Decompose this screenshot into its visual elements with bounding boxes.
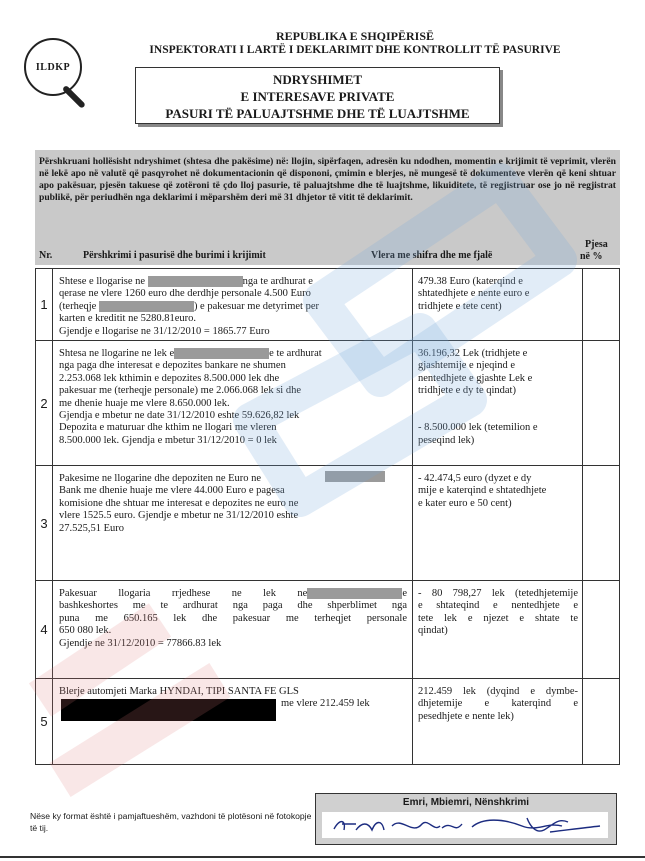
header-line-2: INSPEKTORATI I LARTË I DEKLARIMIT DHE KONTROLLIT TË PASURIVE: [149, 44, 561, 56]
footer-note: Nëse ky format është i pamjaftueshëm, vazhdoni të plotësoni në fotokopje të tij.: [30, 811, 312, 833]
description-text: 650 080 lek.: [59, 625, 112, 637]
form-title-line: PASURI TË PALUAJTSHME DHE TË LUAJTSHME: [165, 106, 470, 121]
redaction-block: [99, 301, 194, 312]
description-text: karten e kreditit ne 5280.81euro.: [59, 313, 197, 325]
description-text: 27.525,51 Euro: [59, 522, 125, 534]
description-text: puna me 650.165 lek dhe pakesuar me terheqjet personale: [59, 612, 407, 624]
description-text: Pakesime ne llogarine dhe depoziten ne Euro ne: [59, 473, 262, 484]
table-row: [36, 678, 619, 764]
row-number: 5: [36, 679, 53, 764]
value-text: mije e katerqind e shtatedhjete: [418, 485, 547, 497]
table-row: [36, 465, 619, 580]
value-text: dhjetemije e katerqind e: [418, 698, 578, 710]
value-text: qindat): [418, 625, 448, 637]
form-title-line: NDRYSHIMET: [272, 72, 363, 87]
row-number: 3: [36, 466, 53, 580]
assets-table: [35, 268, 620, 765]
redaction-block: [148, 276, 243, 287]
description-text: 8.500.000 lek. Gjendja e mbetur 31/12/2010 = 0 lek: [59, 434, 277, 446]
description-text: bashkeshortes me te ardhurat nga paga dhe shperblimet nga: [59, 600, 407, 612]
value-text: - 42.474,5 euro (dyzet e dy: [418, 473, 532, 484]
value-text: - 80 798,27 lek (tetedhjetemije: [418, 588, 578, 599]
description-text: Depozita e maturuar dhe kthim ne llogari me vleren: [59, 422, 277, 434]
row-value: [413, 581, 583, 678]
value-text: 36.196,32 Lek (tridhjete e: [418, 348, 528, 359]
description-text: Shtesa ne llogarine ne lek e: [59, 348, 175, 359]
form-title-line: E INTERESAVE PRIVATE: [240, 89, 395, 104]
row-description: [53, 269, 413, 340]
row-value: [413, 679, 583, 764]
instructions-text: Përshkruani hollësisht ndryshimet (shtesa dhe pakësime) në: llojin, sipërfaqen, adresën ku ndodhen, momentin e krijimit të veprimit, vlerën në lekë apo në valutë që pasqyrohet në dokumentacionin që dispononi, çmimin e blerjes, në mungesë të dokumenteve vlerën që keni shtuar apo pakësuar, pjesën takuese që zotëroni të çdo lloj pasurie, të paluajtshme dhe të luajtshme, likuiditete, të regjistruar ose jo në regjistrat publikë, për periudhën nga deklarimi i mëparshëm deri më 31 dhjetor të vitit të deklarimit.: [35, 150, 620, 238]
redaction-block: [307, 588, 402, 599]
row-description: [53, 466, 413, 580]
value-text: [418, 410, 578, 422]
value-text: 479.38 Euro (katerqind e: [418, 276, 523, 287]
row-description: [53, 679, 413, 764]
row-number: 4: [36, 581, 53, 678]
value-text: - 8.500.000 lek (tetemilion e: [418, 422, 538, 434]
description-text: Blerje automjeti Marka HYNDAI, TIPI SANTA FE GLS: [59, 686, 299, 697]
description-text: Gjendje e llogarise ne 31/12/2010 = 1865.77 Euro: [59, 325, 270, 337]
description-text: komisione dhe shtuar me interesat e depozites ne euro ne: [59, 497, 299, 509]
row-percent: [583, 679, 619, 764]
row-value: [413, 341, 583, 465]
value-text: e shtateqind e nentedhjete e: [418, 600, 578, 612]
description-text: Bank me dhenie huaje me vlere 44.000 Euro e pagesa: [59, 485, 285, 497]
value-text: gjashtemije e njeqind e: [418, 360, 516, 372]
description-text: pakesuar me (terheqje personale) me 2.066.068 lek si dhe: [59, 385, 301, 397]
description-text: e te ardhurat: [269, 348, 322, 359]
row-number: 2: [36, 341, 53, 465]
redaction-block: [174, 348, 269, 359]
bottom-rule: [0, 856, 645, 858]
column-header-value: Vlera me shifra dhe me fjalë: [371, 250, 493, 261]
description-text: nga te ardhurat e: [242, 276, 313, 287]
description-text: Gjendje ne 31/12/2010 = 77866.83 lek: [59, 637, 222, 649]
description-text: Pakesuar llogaria rrjedhese ne lek ne: [59, 588, 308, 599]
value-text: [418, 398, 578, 410]
value-text: nentedhjete e gjashte Lek e: [418, 372, 533, 384]
signature-image: [322, 812, 608, 838]
redaction-black-block: [61, 699, 276, 721]
row-description: [53, 581, 413, 678]
row-percent: [583, 581, 619, 678]
signature-box: [315, 793, 617, 845]
table-row: [36, 340, 619, 465]
column-header-nr: Nr.: [39, 250, 53, 261]
description-text: vlere 1525.5 euro. Gjendje e mbetur ne 31/12/2010 eshte: [59, 510, 299, 522]
description-text: Gjendja e mbetur ne date 31/12/2010 eshte 59.626,82 lek: [59, 410, 300, 422]
value-text: tridhjete e tete cent): [418, 300, 502, 312]
logo-text: ILDKP: [35, 61, 71, 73]
column-header-pct-2: në %: [580, 251, 603, 262]
table-row: [36, 580, 619, 678]
row-value: [413, 269, 583, 340]
ildkp-logo: [24, 38, 82, 96]
row-percent: [583, 466, 619, 580]
header-line-1: REPUBLIKA E SHQIPËRISË: [275, 29, 435, 43]
row-percent: [583, 341, 619, 465]
signature-label: Emri, Mbiemri, Nënshkrimi: [402, 797, 530, 808]
column-header-pct-1: Pjesa: [585, 239, 608, 250]
column-header-bar: [35, 238, 620, 265]
value-text: e kater euro e 50 cent): [418, 497, 512, 509]
value-text: pesedhjete e nente lek): [418, 710, 514, 722]
description-text: me vlere 212.459 lek: [281, 698, 370, 710]
row-description: [53, 341, 413, 465]
row-percent: [583, 269, 619, 340]
redaction-block: [325, 471, 385, 482]
form-title-box: [135, 67, 500, 124]
description-text: 2.253.068 lek kthimin e depozites 8.500.000 lek dhe: [59, 372, 280, 384]
value-text: peseqind lek): [418, 434, 475, 446]
description-text: ) e pakesuar me detyrimet per: [193, 300, 320, 312]
description-text: me dhenie huaje me vlere 8.650.000 lek.: [59, 397, 230, 409]
table-row: [36, 269, 619, 340]
description-text: nga paga dhe interesat e depozites bankare ne shumen: [59, 360, 286, 372]
value-text: tridhjete e dy te qindat): [418, 385, 516, 397]
description-text: (terheqje: [59, 300, 99, 312]
column-header-desc: Përshkrimi i pasurisë dhe burimi i krijimit: [83, 250, 266, 261]
description-text: Shtese e llogarise ne: [59, 276, 148, 287]
description-text: qerase ne vlere 1260 euro dhe derdhje personale 4.500 Euro: [59, 288, 311, 300]
row-value: [413, 466, 583, 580]
value-text: shtatedhjete e nente euro e: [418, 288, 530, 300]
magnifier-handle-icon: [62, 85, 86, 109]
value-text: 212.459 lek (dyqind e dymbe-: [418, 686, 578, 697]
description-text: e: [402, 588, 407, 599]
signature-field: [322, 812, 608, 838]
row-number: 1: [36, 269, 53, 340]
value-text: tete lek e njezet e shtate te: [418, 612, 578, 624]
